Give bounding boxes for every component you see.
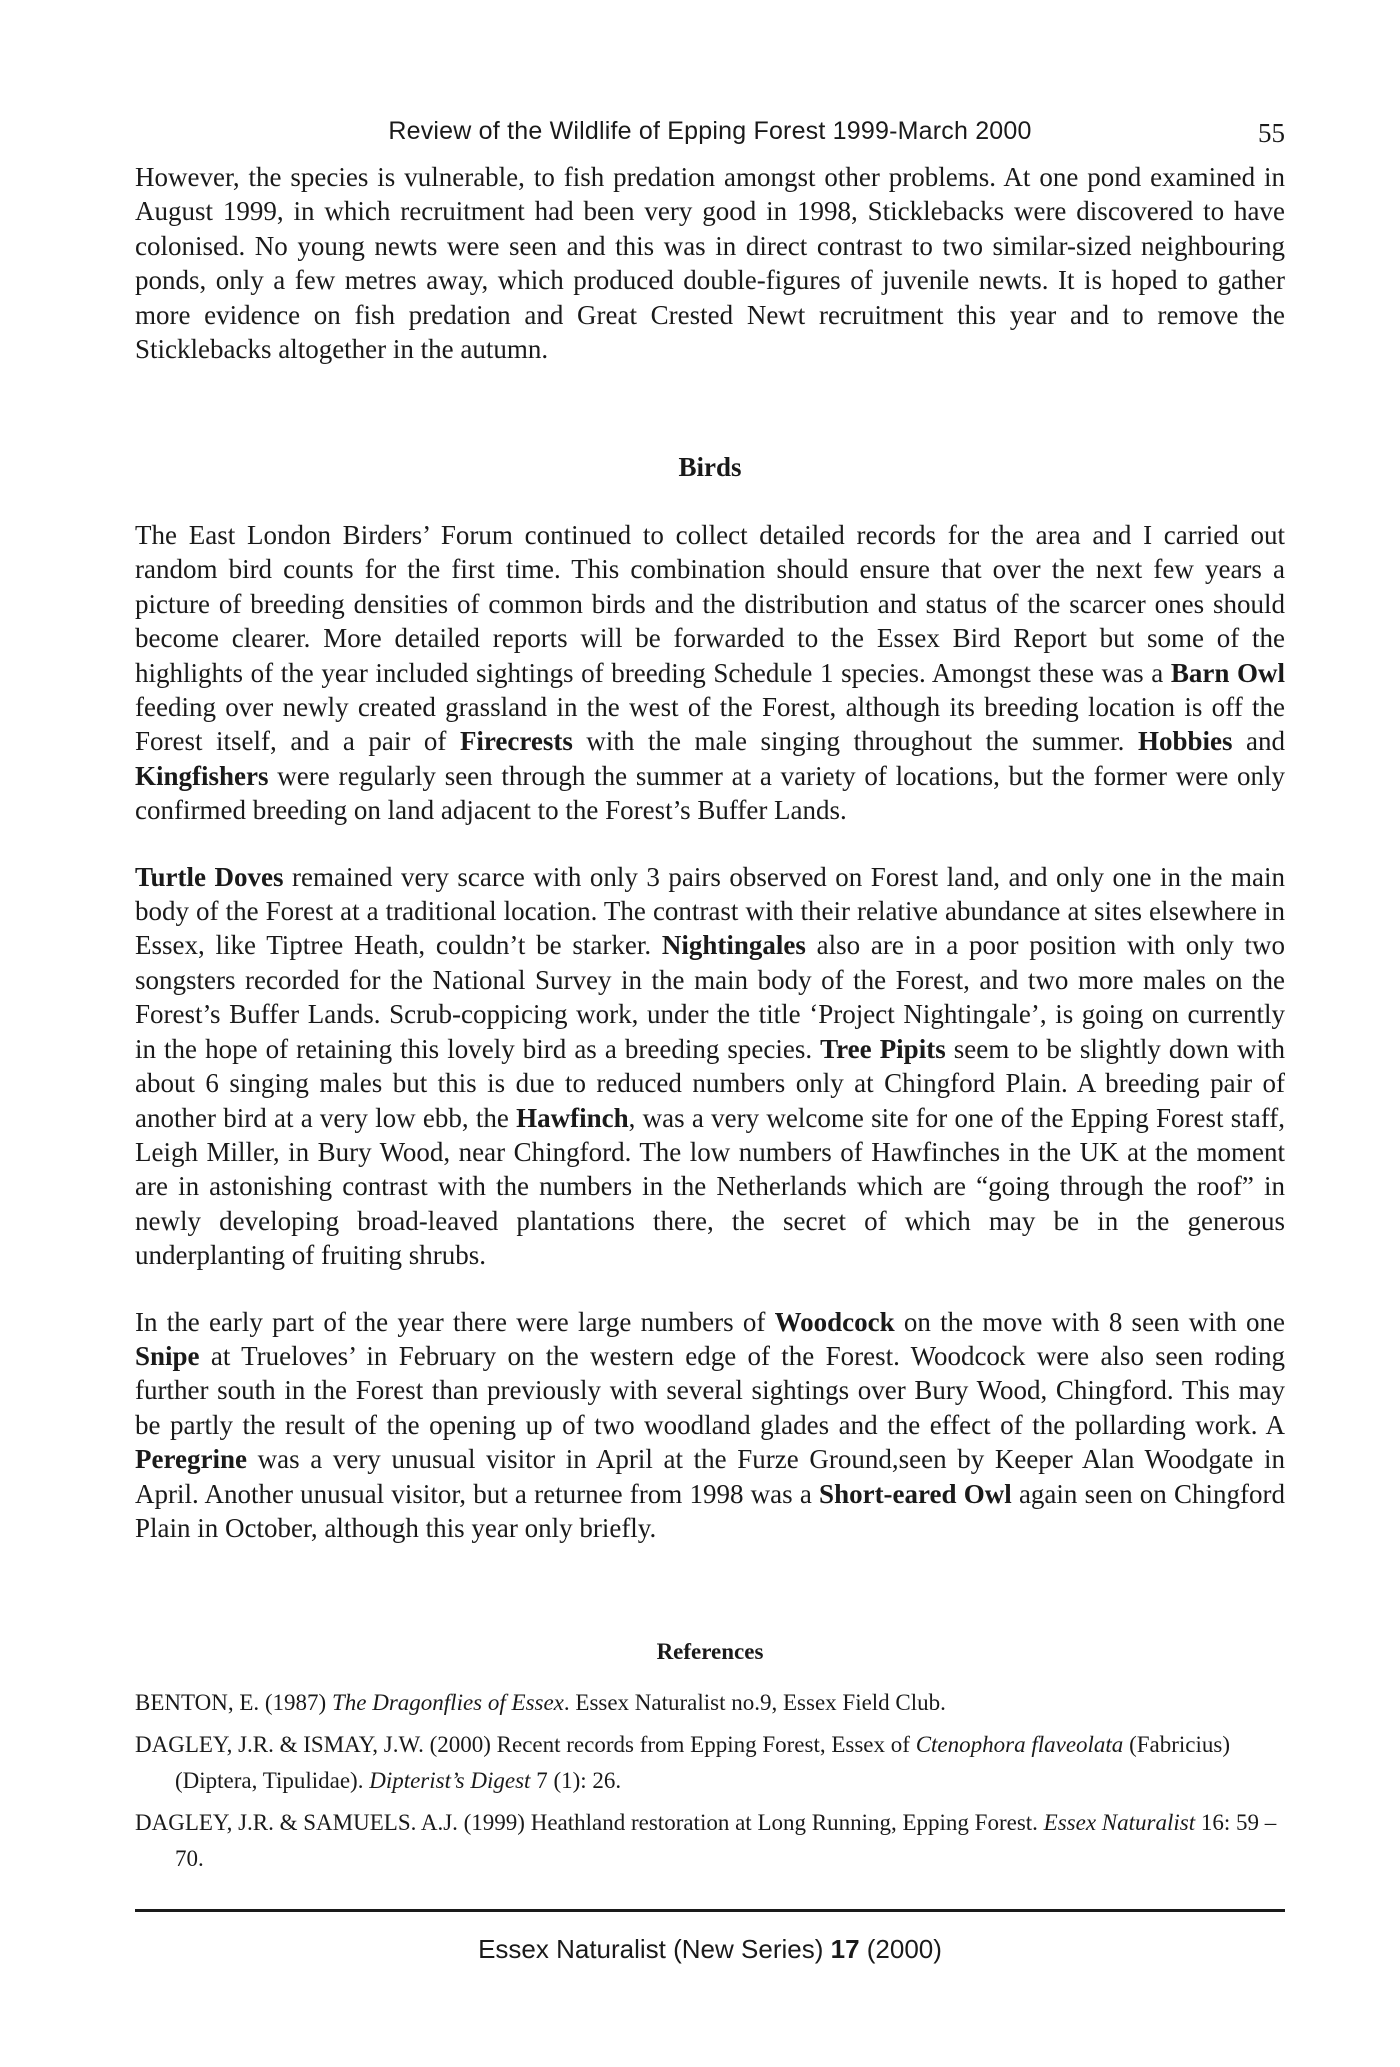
references-heading: References [656,1639,764,1664]
text-run: on the move with 8 seen with one [894,1306,1286,1337]
reference-item [135,1727,1285,1800]
reference-species: Ctenophora flaveolata [915,1731,1124,1757]
species-nightingales: Nightingales [661,930,806,961]
reference-text: (Fabricius) (Diptera, Tipulidae). [175,1731,1230,1793]
text-run: and [1232,726,1285,757]
birds-heading: Birds [678,452,742,482]
text-run: were regularly seen through the summer at a variety of locations, but the former were only confirmed breeding on land adjacent to the Forest’s Buffer Lands. [135,760,1285,826]
species-snipe: Snipe [135,1340,200,1371]
footer-journal: Essex Naturalist (New Series) [478,1934,831,1964]
birds-section [135,518,1285,1545]
text-run: also are in a poor position with only two songsters recorded for the National Survey in the main body of the Forest, and two more males on the Forest’s Buffer Lands. Scrub-coppicing work, under the title ‘Project Nightingale’, is going on currently in the hope of retaining this lovely bird as a breeding species. [135,930,1285,1064]
text-run: seem to be slightly down with about 6 singing males but this is due to reduced numbers only at Chingford Plain. A breeding pair of another bird at a very low ebb, the [135,1033,1285,1133]
species-turtle-doves: Turtle Doves [135,861,284,892]
text-run: was a very unusual visitor in April at the Furze Ground,seen by Keeper Alan Woodgate in April. Another unusual visitor, but a returnee from 1998 was a [135,1444,1285,1509]
reference-text: 16: 59 – 70. [175,1809,1277,1871]
text-run: The East London Birders’ Forum continued to collect detailed records for the area and I carried out random bird counts for the first time. This combination should ensure that over the next few years a picture of breeding densities of common birds and the distribution and status of the scarcer ones should become clearer. More detailed reports will be forwarded to the Essex Bird Report but some of the highlights of the year included sightings of breeding Schedule 1 species. Amongst these was a [135,520,1285,688]
footer-volume: 17 [830,1934,860,1964]
intro-paragraph: However, the species is vulnerable, to fish predation amongst other problems. At one pond examined in August 1999, in which recruitment had been very good in 1998, Sticklebacks were discovered to have colonised. No young newts were seen and this was in direct contrast to two similar-sized neighbouring ponds, only a few metres away, which produced double-figures of juvenile newts. It is hoped to gather more evidence on fish predation and Great Crested Newt recruitment this year and to remove the Sticklebacks altogether in the autumn. [135,162,1285,365]
species-kingfishers: Kingfishers [135,760,269,791]
reference-text: DAGLEY, J.R. & ISMAY, J.W. (2000) Recent records from Epping Forest, Essex of [135,1731,916,1757]
intro-section [135,160,1285,366]
birds-paragraph-1 [135,518,1285,828]
reference-title: The Dragonflies of Essex [331,1690,564,1715]
footer-rule [135,1909,1285,1912]
birds-paragraph-2 [135,860,1285,1273]
footer [135,1932,1285,1966]
reference-journal: Essex Naturalist [1043,1809,1196,1835]
species-barn-owl: Barn Owl [1170,657,1286,688]
references-list [135,1685,1285,1878]
page-number: 55 [1258,118,1285,148]
species-tree-pipits: Tree Pipits [820,1033,946,1064]
reference-journal: Dipterist’s Digest [369,1768,531,1793]
reference-item [135,1685,1285,1722]
footer-year: (2000) [859,1934,942,1964]
species-hawfinch: Hawfinch [516,1102,629,1133]
reference-text: . Essex Naturalist no.9, Essex Field Club. [563,1690,946,1715]
species-woodcock: Woodcock [774,1306,895,1337]
birds-paragraph-3 [135,1305,1285,1546]
text-run: feeding over newly created grassland in the west of the Forest, although its breeding location is off the Forest itself, and a pair of [135,692,1285,757]
running-header [135,114,1285,148]
reference-text: DAGLEY, J.R. & SAMUELS. A.J. (1999) Heathland restoration at Long Running, Epping Forest. [135,1809,1044,1835]
reference-text: BENTON, E. (1987) [135,1690,332,1715]
text-run: again seen on Chingford Plain in October, although this year only briefly. [135,1478,1285,1543]
text-run: with the male singing throughout the summer. [572,726,1138,757]
text-run: , was a very welcome site for one of the Epping Forest staff, Leigh Miller, in Bury Wood, near Chingford. The low numbers of Hawfinches in the UK at the moment are in astonishing contrast with the numbers in the Netherlands which are “going through the roof” in newly developing broad-leaved plantations there, the secret of which may be in the generous underplanting of fruiting shrubs. [135,1102,1285,1271]
reference-text: 7 (1): 26. [530,1768,622,1793]
text-run: at Trueloves’ in February on the western edge of the Forest. Woodcock were also seen roding further south in the Forest than previously with several sightings over Bury Wood, Chingford. This may be partly the result of the opening up of two woodland glades and the effect of the pollarding work. A [135,1340,1285,1440]
species-short-eared-owl: Short-eared Owl [819,1478,1012,1509]
species-firecrests: Firecrests [459,726,573,757]
species-hobbies: Hobbies [1137,726,1233,757]
text-run: In the early part of the year there were large numbers of [135,1306,775,1337]
species-peregrine: Peregrine [135,1444,247,1475]
running-title: Review of the Wildlife of Epping Forest 1999-March 2000 [388,117,1032,145]
text-run: remained very scarce with only 3 pairs observed on Forest land, and only one in the main body of the Forest at a traditional location. The contrast with their relative abundance at sites elsewhere in Essex, like Tiptree Heath, couldn’t be starker. [135,861,1285,961]
reference-item [135,1805,1285,1878]
